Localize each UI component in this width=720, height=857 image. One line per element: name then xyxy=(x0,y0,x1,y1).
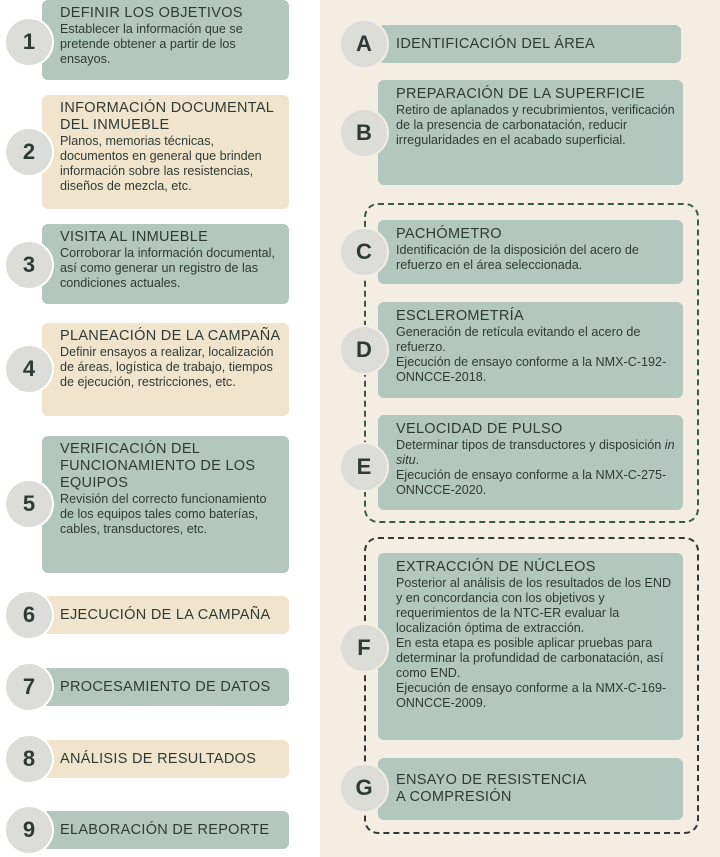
step-b-title: PREPARACIÓN DE LA SUPERFICIE xyxy=(396,86,646,102)
step-5-box xyxy=(42,436,289,573)
step-b-body: Retiro de aplanados y recubrimientos, verificación de la presencia de carbonatación, reducir irregularidades en el acabado superficial. xyxy=(396,103,675,147)
step-4-body: Definir ensayos a realizar, localización de áreas, logística de trabajo, tiempos de ejecución, restricciones, etc. xyxy=(60,345,274,389)
step-e-box xyxy=(378,415,683,510)
step-e-body-italic: in situ xyxy=(396,438,675,467)
step-1-title: DEFINIR LOS OBJETIVOS xyxy=(60,5,243,21)
step-8-box xyxy=(42,740,289,778)
step-f-letter: F xyxy=(341,625,387,671)
step-a-title: IDENTIFICACIÓN DEL ÁREA xyxy=(396,35,595,52)
step-f-body: Posterior al análisis de los resultados de los END y en concordancia con los objetivos y requerimientos de la NTC-ER evaluar la localización óptima de extracción. xyxy=(396,576,672,635)
step-e-body-standard: Ejecución de ensayo conforme a la NMX-C-275-ONNCCE-2020. xyxy=(396,468,667,497)
step-9-box xyxy=(42,811,289,849)
step-8-number: 8 xyxy=(6,736,52,782)
step-c-box xyxy=(378,220,683,284)
step-7-title: PROCESAMIENTO DE DATOS xyxy=(60,678,271,695)
step-1-box xyxy=(42,0,289,80)
step-1-body: Establecer la información que se pretende obtener a partir de los ensayos. xyxy=(60,22,243,66)
step-4-title: PLANEACIÓN DE LA CAMPAÑA xyxy=(60,328,281,344)
step-e-body xyxy=(396,438,675,468)
step-a-letter: A xyxy=(341,21,387,67)
step-7-number: 7 xyxy=(6,664,52,710)
step-f-body-standard: Ejecución de ensayo conforme a la NMX-C-169-ONNCCE-2009. xyxy=(396,681,667,710)
step-5-title: VERIFICACIÓN DEL FUNCIONAMIENTO DE LOS EQUIPOS xyxy=(60,441,256,491)
step-f-body-carbonation: En esta etapa es posible aplicar pruebas para determinar la profundidad de carbonatación, así como END. xyxy=(396,636,664,680)
step-d-body: Generación de retícula evitando el acero de refuerzo. xyxy=(396,325,641,354)
step-e-body-text: Determinar tipos de transductores y disposición xyxy=(396,438,665,452)
step-b-letter: B xyxy=(341,110,387,156)
step-c-title: PACHÓMETRO xyxy=(396,226,502,242)
step-6-title: EJECUCIÓN DE LA CAMPAÑA xyxy=(60,606,271,623)
step-8-title: ANÁLISIS DE RESULTADOS xyxy=(60,750,257,767)
step-5-body: Revisión del correcto funcionamiento de los equipos tales como baterías, cables, transductores, etc. xyxy=(60,492,267,536)
step-2-box xyxy=(42,95,289,209)
step-d-body-standard: Ejecución de ensayo conforme a la NMX-C-192-ONNCCE-2018. xyxy=(396,355,667,384)
step-6-number: 6 xyxy=(6,592,52,638)
step-3-number: 3 xyxy=(6,242,52,288)
step-2-body: Planos, memorias técnicas, documentos en general que brinden información sobre las resistencias, diseños de mezcla, etc. xyxy=(60,134,262,193)
step-f-title: EXTRACCIÓN DE NÚCLEOS xyxy=(396,559,596,575)
step-1-number: 1 xyxy=(6,19,52,65)
step-5-number: 5 xyxy=(6,481,52,527)
step-d-letter: D xyxy=(341,327,387,373)
step-c-letter: C xyxy=(341,229,387,275)
step-7-box xyxy=(42,668,289,706)
step-9-title: ELABORACIÓN DE REPORTE xyxy=(60,821,270,838)
step-e-title: VELOCIDAD DE PULSO xyxy=(396,421,563,437)
step-e-letter: E xyxy=(341,444,387,490)
step-d-box xyxy=(378,302,683,398)
step-f-box xyxy=(378,553,683,740)
step-2-number: 2 xyxy=(6,129,52,175)
step-4-number: 4 xyxy=(6,346,52,392)
step-3-title: VISITA AL INMUEBLE xyxy=(60,229,209,245)
step-9-number: 9 xyxy=(6,807,52,853)
step-4-box xyxy=(42,323,289,416)
step-g-title: ENSAYO DE RESISTENCIA A COMPRESIÓN xyxy=(396,772,586,805)
step-3-box xyxy=(42,224,289,304)
step-c-body: Identificación de la disposición del acero de refuerzo en el área seleccionada. xyxy=(396,243,639,272)
step-a-box xyxy=(378,25,681,63)
step-3-body: Corroborar la información documental, así como generar un registro de las condiciones actuales. xyxy=(60,246,275,290)
step-g-letter: G xyxy=(341,765,387,811)
step-g-box xyxy=(378,758,683,820)
step-2-title: INFORMACIÓN DOCUMENTAL DEL INMUEBLE xyxy=(60,100,274,133)
step-6-box xyxy=(42,596,289,634)
step-d-title: ESCLEROMETRÍA xyxy=(396,308,524,324)
step-e-body-end: . xyxy=(415,453,420,467)
step-b-box xyxy=(378,80,683,185)
